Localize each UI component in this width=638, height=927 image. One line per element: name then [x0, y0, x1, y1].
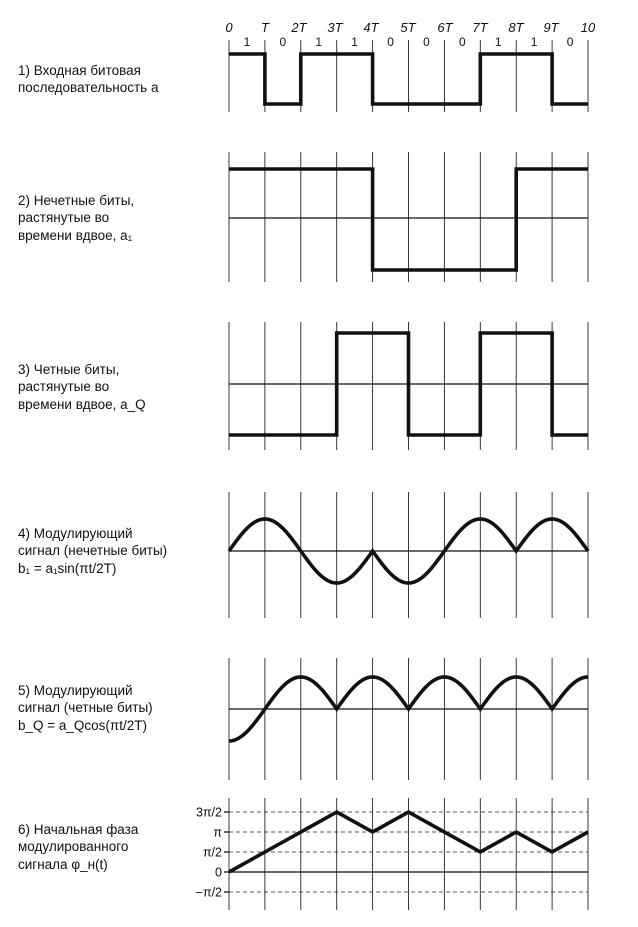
- bit-label: 0: [459, 35, 466, 49]
- panel-label-bI: b₁ = a₁sin(πt/2T): [18, 561, 117, 576]
- time-tick-label: 6T: [437, 20, 453, 35]
- panel-label-phi: модулированного: [18, 839, 129, 854]
- panel-label-bQ: сигнал (четные биты): [18, 700, 153, 715]
- panel-label-aI: растянутые во: [18, 210, 110, 225]
- panel-label-aQ: растянутые во: [18, 379, 110, 394]
- bit-label: 1: [315, 35, 323, 49]
- phase-tick-label: 0: [215, 865, 222, 880]
- panel-label-bI: сигнал (нечетные биты): [18, 543, 168, 558]
- bit-label: 0: [387, 35, 394, 49]
- time-tick-labels: [225, 20, 596, 49]
- panel-label-aQ: времени вдвое, a_Q: [18, 397, 146, 412]
- panel-label-bQ: 5) Модулирующий: [18, 683, 133, 698]
- bit-label: 1: [530, 35, 538, 49]
- time-tick-label: 10: [580, 20, 596, 35]
- bit-label: 0: [423, 35, 430, 49]
- time-tick-label: 8T: [508, 20, 524, 35]
- time-tick-label: 7T: [472, 20, 488, 35]
- panel-label-aI: времени вдвое, a₁: [18, 228, 133, 243]
- panel-label-phi: сигнала φ_н(t): [18, 857, 108, 872]
- phase-tick-label: π/2: [202, 845, 222, 860]
- bit-label: 1: [243, 35, 251, 49]
- phase-tick-label: π: [213, 825, 222, 840]
- panel-label-bI: 4) Модулирующий: [18, 526, 133, 541]
- bit-label: 0: [566, 35, 574, 49]
- time-tick-label: 4T: [363, 20, 379, 35]
- time-tick-label: T: [261, 20, 269, 35]
- time-tick-label: 2T: [291, 20, 307, 35]
- panel-label-bQ: b_Q = a_Qcos(πt/2T): [18, 718, 147, 733]
- time-tick-label: 0: [225, 20, 233, 35]
- time-tick-label: 3T: [327, 20, 343, 35]
- phase-tick-label: −π/2: [195, 885, 222, 900]
- panel-labels: [18, 63, 222, 900]
- bit-label: 1: [351, 35, 358, 49]
- phase-tick-label: 3π/2: [195, 805, 222, 820]
- panel-label-aQ: 3) Четные биты,: [18, 362, 120, 377]
- panel-label-phi: 6) Начальная фаза: [18, 822, 139, 837]
- time-tick-label: 9T: [543, 20, 559, 35]
- time-tick-label: 5T: [400, 20, 416, 35]
- panel-label-aI: 2) Нечетные биты,: [18, 193, 135, 208]
- bit-label: 1: [494, 35, 502, 49]
- panel-label-a: последовательность a: [18, 80, 159, 95]
- panel-label-a: 1) Входная битовая: [18, 63, 141, 78]
- bit-label: 0: [279, 35, 287, 49]
